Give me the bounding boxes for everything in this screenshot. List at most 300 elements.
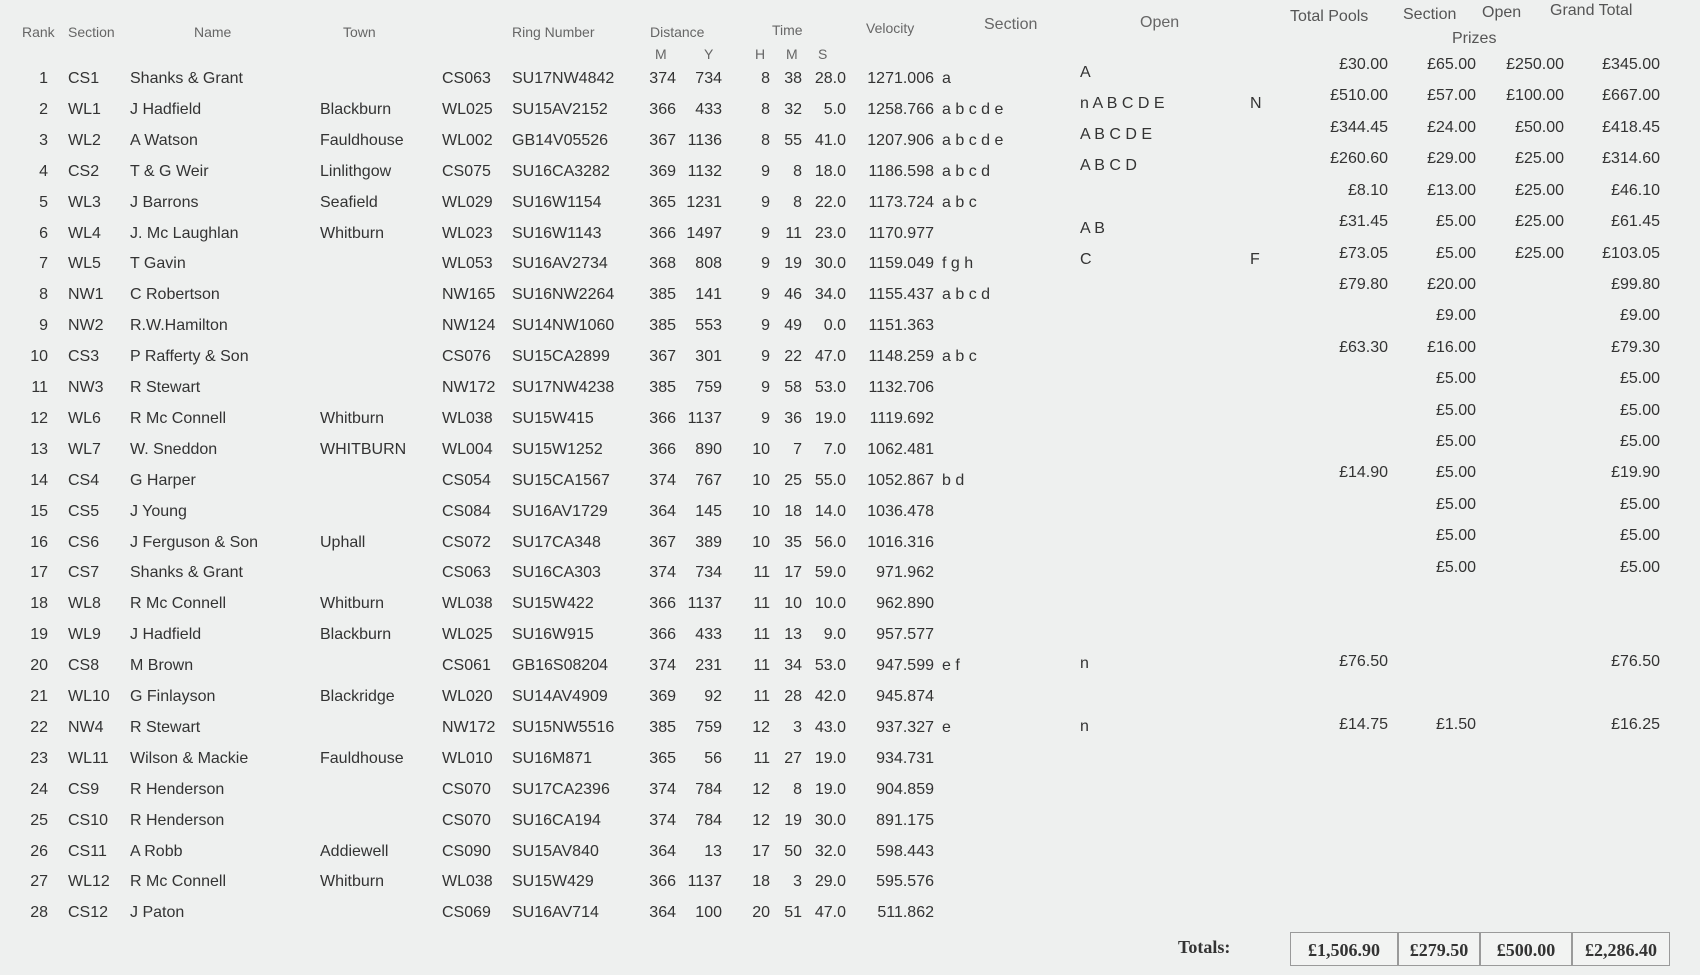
cell-name: G Finlayson — [130, 688, 216, 705]
cell-distance-yards: 13 — [704, 842, 722, 860]
total-pools-sum: £1,506.90 — [1290, 932, 1398, 966]
cell-prize-open: £25.00 — [1515, 244, 1564, 262]
cell-rank: 26 — [30, 842, 48, 860]
table-row — [0, 812, 1700, 836]
cell-velocity: 934.731 — [876, 749, 934, 767]
cell-distance-miles: 366 — [649, 409, 676, 427]
cell-total-pools: £8.10 — [1347, 181, 1388, 199]
cell-time-minutes: 18 — [784, 502, 802, 520]
cell-total-pools: £14.90 — [1339, 464, 1388, 482]
cell-distance-miles: 368 — [649, 255, 676, 273]
cell-grand-total: £79.30 — [1611, 338, 1660, 356]
cell-time-minutes: 7 — [793, 440, 802, 458]
cell-name: J Hadfield — [130, 100, 202, 118]
cell-section: NW4 — [68, 718, 104, 736]
cell-section: WL5 — [68, 255, 101, 273]
cell-section-pools: e f — [942, 657, 960, 675]
cell-prize-section: £5.00 — [1435, 401, 1476, 419]
cell-club-code: CS054 — [442, 471, 491, 489]
cell-town: Linlithgow — [320, 162, 392, 180]
cell-prize-open: £100.00 — [1506, 87, 1564, 105]
cell-time-seconds: 22.0 — [814, 193, 846, 211]
cell-time-hours: 8 — [761, 100, 770, 118]
cell-town: Fauldhouse — [320, 749, 404, 767]
table-row — [0, 626, 1700, 650]
cell-ring-number: SU17NW4238 — [512, 379, 615, 396]
cell-velocity: 971.962 — [876, 564, 934, 582]
cell-distance-yards: 1132 — [687, 162, 722, 180]
cell-time-seconds: 18.0 — [814, 162, 846, 180]
cell-time-hours: 11 — [753, 564, 770, 582]
cell-prize-section: £5.00 — [1435, 464, 1476, 482]
table-row — [0, 338, 1700, 372]
cell-grand-total: £46.10 — [1611, 181, 1660, 199]
cell-ring-number: SU15NW5516 — [512, 718, 615, 736]
cell-prize-section: £24.00 — [1427, 118, 1476, 136]
cell-velocity: 595.576 — [876, 873, 934, 891]
cell-time-hours: 18 — [752, 873, 770, 891]
cell-section: WL9 — [68, 626, 101, 644]
cell-section: WL4 — [68, 224, 101, 242]
cell-velocity: 1151.363 — [868, 317, 934, 335]
cell-time-hours: 12 — [752, 780, 770, 798]
header-prize-section: Section — [1403, 6, 1457, 23]
cell-open-pools: n — [1080, 655, 1089, 673]
cell-club-code: CS075 — [442, 162, 491, 180]
cell-name: R Henderson — [130, 811, 225, 829]
cell-open-pools: C — [1080, 250, 1092, 268]
cell-distance-yards: 759 — [695, 379, 722, 396]
total-prize-section-sum: £279.50 — [1398, 932, 1480, 966]
cell-club-code: WL023 — [442, 224, 493, 242]
cell-time-seconds: 9.0 — [823, 626, 846, 644]
cell-grand-total: £5.00 — [1619, 370, 1660, 388]
cell-grand-total: £5.00 — [1619, 401, 1660, 419]
cell-name: Shanks & Grant — [130, 70, 243, 87]
cell-grand-total: £16.25 — [1611, 715, 1660, 733]
header-time: Time — [772, 22, 803, 38]
cell-time-hours: 9 — [761, 317, 770, 335]
cell-distance-miles: 369 — [649, 162, 676, 180]
cell-total-pools: £63.30 — [1339, 338, 1388, 356]
cell-ring-number: SU14AV4909 — [512, 688, 608, 705]
cell-ring-number: SU16W915 — [512, 626, 594, 644]
cell-time-seconds: 47.0 — [814, 348, 846, 366]
cell-grand-total: £345.00 — [1602, 56, 1660, 73]
cell-distance-miles: 366 — [649, 873, 676, 891]
cell-ring-number: SU16CA303 — [512, 564, 601, 582]
table-row — [0, 370, 1700, 403]
cell-section: CS7 — [68, 564, 100, 582]
cell-velocity: 1271.006 — [867, 70, 934, 87]
table-row — [0, 904, 1700, 928]
cell-section: CS2 — [68, 162, 100, 180]
cell-velocity: 1016.316 — [867, 533, 934, 551]
cell-section: CS12 — [68, 904, 109, 922]
table-row — [0, 433, 1700, 465]
cell-time-seconds: 34.0 — [814, 286, 846, 304]
cell-section: WL6 — [68, 409, 101, 427]
cell-prize-section: £5.00 — [1435, 433, 1476, 451]
cell-time-seconds: 59.0 — [814, 564, 846, 582]
cell-open-pools-extra: N — [1250, 95, 1262, 113]
cell-time-hours: 12 — [752, 718, 770, 736]
cell-rank: 28 — [30, 904, 48, 922]
cell-ring-number: SU16W1154 — [512, 193, 602, 211]
header-velocity: Velocity — [866, 20, 915, 36]
cell-section-pools: a b c d — [942, 162, 991, 180]
cell-time-hours: 9 — [761, 255, 770, 273]
cell-time-seconds: 53.0 — [814, 657, 846, 675]
cell-grand-total: £9.00 — [1619, 307, 1660, 325]
cell-distance-miles: 374 — [649, 780, 676, 798]
cell-grand-total: £5.00 — [1619, 433, 1660, 451]
cell-velocity: 511.862 — [877, 904, 934, 922]
cell-town: Blackridge — [320, 688, 395, 705]
cell-distance-yards: 734 — [695, 70, 722, 87]
cell-distance-miles: 374 — [649, 657, 676, 675]
cell-velocity: 1186.598 — [868, 162, 934, 180]
table-row — [0, 464, 1700, 496]
cell-town: Whitburn — [320, 409, 385, 427]
table-row — [0, 527, 1700, 558]
cell-time-minutes: 11 — [785, 224, 802, 242]
cell-name: W. Sneddon — [130, 440, 218, 458]
cell-club-code: CS061 — [442, 657, 491, 675]
cell-distance-yards: 808 — [695, 255, 722, 273]
cell-ring-number: SU16NW2264 — [512, 286, 615, 304]
cell-section: CS5 — [68, 502, 100, 520]
cell-name: R Mc Connell — [130, 409, 227, 427]
cell-time-seconds: 28.0 — [814, 70, 846, 87]
cell-club-code: WL002 — [442, 131, 493, 149]
cell-club-code: WL029 — [442, 193, 493, 211]
cell-grand-total: £5.00 — [1619, 558, 1660, 576]
cell-distance-miles: 374 — [649, 564, 676, 582]
cell-prize-section: £29.00 — [1427, 150, 1476, 168]
cell-town: Whitburn — [320, 873, 385, 891]
cell-time-seconds: 0.0 — [823, 317, 846, 335]
cell-distance-miles: 366 — [649, 100, 676, 118]
cell-name: Shanks & Grant — [130, 564, 243, 582]
cell-rank: 13 — [30, 440, 48, 458]
cell-section-pools: f g h — [942, 255, 974, 273]
cell-ring-number: SU17CA2396 — [512, 780, 610, 798]
table-row — [0, 307, 1700, 341]
cell-distance-miles: 364 — [649, 842, 676, 860]
cell-name: C Robertson — [130, 286, 220, 304]
cell-velocity: 1148.259 — [868, 348, 934, 366]
cell-time-seconds: 32.0 — [814, 842, 846, 860]
cell-section: CS3 — [68, 348, 100, 366]
cell-section: NW1 — [68, 286, 104, 304]
cell-time-minutes: 8 — [793, 193, 802, 211]
cell-distance-miles: 385 — [649, 317, 676, 335]
cell-rank: 20 — [30, 657, 48, 675]
header-ring-number: Ring Number — [512, 24, 595, 40]
cell-time-minutes: 19 — [784, 811, 802, 829]
cell-prize-open: £50.00 — [1515, 118, 1564, 136]
cell-time-seconds: 23.0 — [814, 224, 846, 242]
cell-velocity: 957.577 — [876, 626, 934, 644]
header-grand-total: Grand Total — [1550, 2, 1633, 19]
cell-prize-open: £25.00 — [1515, 181, 1564, 199]
cell-section: WL10 — [68, 688, 110, 705]
cell-prize-section: £9.00 — [1435, 307, 1476, 325]
cell-time-seconds: 43.0 — [814, 718, 846, 736]
cell-total-pools: £260.60 — [1330, 150, 1388, 168]
cell-ring-number: SU16AV2734 — [512, 255, 608, 273]
cell-rank: 21 — [30, 688, 48, 705]
cell-ring-number: SU15CA1567 — [512, 471, 610, 489]
cell-time-hours: 9 — [761, 193, 770, 211]
cell-velocity: 1036.478 — [867, 502, 934, 520]
cell-time-hours: 12 — [752, 811, 770, 829]
cell-time-hours: 10 — [752, 502, 770, 520]
cell-distance-miles: 374 — [649, 471, 676, 489]
cell-name: J Young — [130, 502, 187, 520]
cell-section: WL3 — [68, 193, 101, 211]
cell-rank: 16 — [30, 533, 48, 551]
cell-time-seconds: 14.0 — [814, 502, 846, 520]
cell-distance-yards: 767 — [695, 471, 722, 489]
cell-ring-number: SU15W422 — [512, 595, 594, 613]
cell-section: WL2 — [68, 131, 101, 149]
cell-prize-open: £25.00 — [1515, 213, 1564, 231]
cell-club-code: WL038 — [442, 595, 493, 613]
cell-name: R Mc Connell — [130, 595, 227, 613]
cell-time-minutes: 17 — [784, 564, 802, 582]
cell-section: WL12 — [68, 873, 110, 891]
cell-town: Seafield — [320, 193, 378, 211]
cell-total-pools: £31.45 — [1339, 213, 1388, 231]
cell-velocity: 891.175 — [876, 811, 934, 829]
cell-total-pools: £30.00 — [1339, 56, 1388, 73]
cell-velocity: 1052.867 — [867, 471, 934, 489]
cell-distance-yards: 56 — [704, 749, 722, 767]
table-row — [0, 750, 1700, 774]
cell-prize-section: £1.50 — [1435, 715, 1476, 733]
cell-time-hours: 11 — [753, 688, 770, 705]
cell-ring-number: SU15AV840 — [512, 842, 599, 860]
cell-section: CS11 — [68, 842, 107, 860]
cell-club-code: WL020 — [442, 688, 493, 705]
cell-rank: 24 — [30, 780, 48, 798]
header-rank: Rank — [22, 24, 55, 40]
cell-velocity: 1258.766 — [867, 100, 934, 118]
cell-ring-number: SU17NW4842 — [512, 70, 615, 87]
cell-distance-miles: 365 — [649, 193, 676, 211]
cell-distance-miles: 366 — [649, 595, 676, 613]
cell-time-hours: 9 — [761, 286, 770, 304]
cell-club-code: NW124 — [442, 317, 496, 335]
cell-open-pools: A B — [1080, 219, 1105, 237]
cell-ring-number: SU15W415 — [512, 409, 594, 427]
cell-rank: 2 — [39, 100, 48, 118]
table-row — [0, 652, 1700, 681]
cell-club-code: WL025 — [442, 626, 493, 644]
cell-distance-yards: 1137 — [687, 409, 722, 427]
cell-section: WL7 — [68, 440, 101, 458]
cell-time-minutes: 13 — [784, 626, 802, 644]
cell-name: T & G Weir — [130, 162, 209, 180]
cell-distance-miles: 365 — [649, 749, 676, 767]
cell-velocity: 947.599 — [876, 657, 934, 675]
cell-club-code: CS070 — [442, 811, 491, 829]
cell-distance-miles: 366 — [649, 224, 676, 242]
cell-time-hours: 9 — [761, 409, 770, 427]
cell-town: Uphall — [320, 533, 366, 551]
totals-label: Totals: — [1178, 937, 1231, 957]
cell-time-hours: 17 — [752, 842, 770, 860]
cell-name: R Stewart — [130, 718, 201, 736]
cell-ring-number: GB16S08204 — [512, 657, 609, 675]
cell-grand-total: £99.80 — [1611, 275, 1660, 293]
cell-time-minutes: 28 — [784, 688, 802, 705]
cell-rank: 6 — [39, 224, 48, 242]
header-distance-miles: M — [655, 46, 667, 62]
table-row — [0, 781, 1700, 805]
cell-distance-yards: 890 — [695, 440, 722, 458]
cell-rank: 18 — [30, 595, 48, 613]
header-open-pools: Open — [1140, 14, 1180, 31]
cell-open-pools: n A B C D E — [1080, 95, 1165, 113]
cell-section: CS8 — [68, 657, 100, 675]
cell-section-pools: b d — [942, 471, 965, 489]
cell-rank: 22 — [30, 718, 48, 736]
cell-section: WL11 — [68, 749, 109, 767]
cell-time-hours: 9 — [761, 379, 770, 396]
cell-velocity: 1062.481 — [867, 440, 934, 458]
cell-club-code: CS090 — [442, 842, 491, 860]
cell-name: J Hadfield — [130, 626, 202, 644]
cell-ring-number: SU16CA194 — [512, 811, 601, 829]
cell-distance-yards: 100 — [695, 904, 722, 922]
cell-time-seconds: 55.0 — [814, 471, 846, 489]
cell-time-hours: 8 — [761, 131, 770, 149]
cell-rank: 23 — [30, 749, 48, 767]
cell-time-minutes: 49 — [784, 317, 802, 335]
cell-time-minutes: 35 — [784, 533, 802, 551]
cell-open-pools-extra: F — [1250, 250, 1260, 268]
cell-prize-section: £5.00 — [1435, 527, 1476, 545]
cell-section: CS10 — [68, 811, 109, 829]
cell-velocity: 1155.437 — [868, 286, 934, 304]
cell-club-code: WL038 — [442, 409, 493, 427]
cell-time-minutes: 58 — [784, 379, 802, 396]
cell-grand-total: £418.45 — [1602, 118, 1660, 136]
cell-section: WL8 — [68, 595, 101, 613]
cell-open-pools: A B C D — [1080, 157, 1137, 175]
cell-ring-number: SU16CA3282 — [512, 162, 610, 180]
cell-grand-total: £5.00 — [1619, 527, 1660, 545]
cell-distance-miles: 367 — [649, 131, 676, 149]
cell-rank: 12 — [30, 409, 48, 427]
cell-distance-miles: 385 — [649, 286, 676, 304]
cell-distance-yards: 301 — [695, 348, 722, 366]
total-prize-open-sum: £500.00 — [1480, 932, 1572, 966]
cell-distance-yards: 1137 — [687, 873, 722, 891]
cell-ring-number: SU16AV714 — [512, 904, 599, 922]
cell-distance-yards: 1497 — [686, 224, 722, 242]
cell-club-code: WL010 — [442, 749, 493, 767]
cell-ring-number: SU16AV1729 — [512, 502, 608, 520]
cell-time-minutes: 50 — [784, 842, 802, 860]
cell-name: A Robb — [130, 842, 183, 860]
cell-ring-number: SU15CA2899 — [512, 348, 610, 366]
cell-distance-miles: 364 — [649, 904, 676, 922]
cell-time-minutes: 34 — [784, 657, 802, 675]
cell-time-minutes: 46 — [784, 286, 802, 304]
cell-section: CS9 — [68, 780, 100, 798]
cell-club-code: CS063 — [442, 70, 491, 87]
cell-ring-number: GB14V05526 — [512, 131, 609, 149]
cell-section-pools: a b c — [942, 193, 977, 211]
cell-grand-total: £314.60 — [1602, 150, 1660, 168]
cell-name: A Watson — [130, 131, 198, 149]
cell-total-pools: £79.80 — [1339, 275, 1388, 293]
cell-rank: 27 — [30, 873, 48, 891]
cell-town: Blackburn — [320, 100, 392, 118]
cell-open-pools: n — [1080, 717, 1089, 735]
cell-rank: 3 — [39, 131, 48, 149]
cell-time-hours: 10 — [752, 440, 770, 458]
header-time-hours: H — [755, 46, 766, 62]
cell-club-code: CS069 — [442, 904, 491, 922]
cell-time-minutes: 8 — [793, 780, 802, 798]
cell-section-pools: a b c d e — [942, 131, 1004, 149]
cell-grand-total: £76.50 — [1611, 652, 1660, 670]
cell-distance-miles: 367 — [649, 533, 676, 551]
cell-distance-yards: 389 — [695, 533, 722, 551]
cell-time-seconds: 30.0 — [814, 811, 846, 829]
cell-grand-total: £61.45 — [1611, 213, 1660, 231]
cell-time-hours: 20 — [752, 904, 770, 922]
cell-prize-section: £5.00 — [1435, 213, 1476, 231]
cell-rank: 10 — [30, 348, 48, 366]
table-row — [0, 495, 1700, 527]
cell-rank: 25 — [30, 811, 48, 829]
cell-time-seconds: 10.0 — [814, 595, 846, 613]
cell-ring-number: SU15AV2152 — [512, 100, 608, 118]
cell-ring-number: SU15W1252 — [512, 440, 603, 458]
header-section-pools: Section — [984, 16, 1038, 33]
cell-time-seconds: 30.0 — [814, 255, 846, 273]
cell-name: J. Mc Laughlan — [130, 224, 239, 242]
cell-rank: 1 — [39, 70, 48, 87]
cell-total-pools: £510.00 — [1330, 87, 1388, 105]
header-prize-open: Open — [1482, 4, 1522, 21]
cell-distance-yards: 553 — [695, 317, 722, 335]
cell-time-hours: 8 — [761, 70, 770, 87]
cell-time-hours: 10 — [752, 471, 770, 489]
cell-club-code: NW172 — [442, 379, 496, 396]
cell-velocity: 945.874 — [876, 688, 934, 705]
cell-distance-miles: 369 — [649, 688, 676, 705]
cell-time-minutes: 8 — [793, 162, 802, 180]
cell-name: M Brown — [130, 657, 194, 675]
cell-velocity: 1159.049 — [868, 255, 934, 273]
cell-time-minutes: 19 — [784, 255, 802, 273]
cell-club-code: WL004 — [442, 440, 493, 458]
cell-club-code: CS070 — [442, 780, 491, 798]
cell-rank: 8 — [39, 286, 48, 304]
cell-section: CS1 — [68, 70, 100, 87]
cell-name: J Ferguson & Son — [130, 533, 259, 551]
cell-time-seconds: 41.0 — [814, 131, 846, 149]
cell-section-pools: e — [942, 718, 951, 736]
cell-name: J Barrons — [130, 193, 199, 211]
